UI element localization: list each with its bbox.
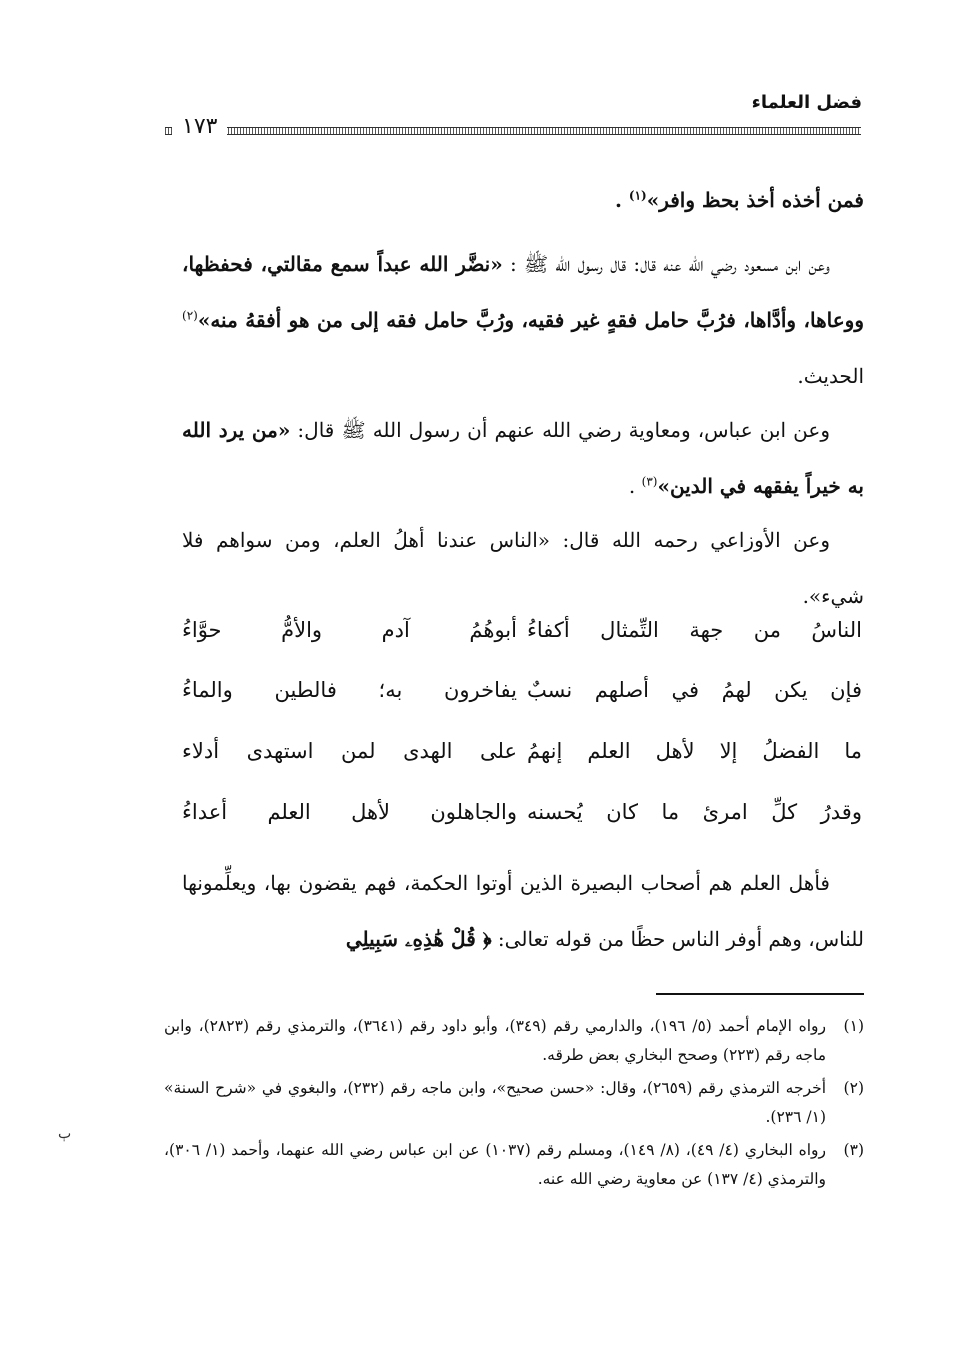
awzai-quote: وعن الأوزاعي رحمه الله قال: «الناس عندنا أهلُ العلم، ومن سواهم فلا شيء». <box>182 528 864 608</box>
paragraph-1 <box>182 172 864 228</box>
paragraph-2 <box>182 236 864 404</box>
footnote-number: (١) <box>843 1017 864 1035</box>
paragraph-5 <box>182 855 864 967</box>
page-number: ١٧٣ <box>172 114 227 139</box>
running-header-title: فضل العلماء <box>751 92 862 113</box>
poem-first-hemistich: فإن يكن لهمُ في أصلهم نسبٌ <box>527 678 862 702</box>
footnote-ref-1[interactable]: (١) <box>628 188 647 203</box>
narration-intro: وعن ابن مسعود رضي الله عنه قال: قال رسول الله ﷺ : <box>502 252 830 276</box>
poem-second-hemistich: أبوهُمُ آدم والأمُّ حوَّاءُ <box>182 618 517 642</box>
footnote-item <box>164 1136 864 1194</box>
paragraph-end: الحديث. <box>797 364 864 388</box>
paragraph-3 <box>182 402 864 514</box>
paragraph-end: . <box>614 188 629 212</box>
footnote-text: رواه البخاري (٤/ ٤٩)، (٨/ ١٤٩)، ومسلم رقم (١٠٣٧) عن ابن عباس رضي الله عنهما، وأحمد (١/ ٣٠٦)، والترمذي (٤/ ١٣٧) عن معاوية رضي الله عنه. <box>164 1141 826 1188</box>
poem-second-hemistich: على الهدى لمن استهدى أدلاء <box>182 739 517 763</box>
footnotes <box>164 1012 864 1198</box>
footnote-ref-2[interactable]: (٢) <box>182 308 198 323</box>
footnote-text: رواه الإمام أحمد (٥/ ١٩٦)، والدارمي رقم (٣٤٩)، وأبو داود رقم (٣٦٤١)، والترمذي رقم (٢٨٢٣)، وابن ماجه رقم (٢٢٣) وصحح البخاري بعض طرقه. <box>164 1017 826 1064</box>
quran-verse: ﴿ قُلْ هَٰذِهِۦ سَبِيلِي <box>345 927 492 951</box>
footnote-separator <box>656 993 864 995</box>
footnote-item <box>164 1012 864 1070</box>
footnote-number: (٣) <box>843 1141 864 1159</box>
closing-text: فأهل العلم هم أصحاب البصيرة الذين أوتوا الحكمة، فهم يقضون بها، ويعلِّمونها للناس، وهم أوفر الناس حظًا من قوله تعالى: <box>182 871 864 951</box>
hadith-text: «من يرد الله به خيراً يفقهه في الدين» <box>182 418 864 498</box>
footnote-item <box>164 1074 864 1132</box>
paragraph-4 <box>182 512 864 624</box>
poem-line <box>182 678 862 718</box>
poem-first-hemistich: ما الفضلُ إلا لأهل العلم إنهمُ <box>527 739 862 763</box>
poem-first-hemistich: وقدرُ كلِّ امرئ ما كان يُحسنه <box>527 800 862 824</box>
poem-first-hemistich: الناسُ من جهة التِّمثال أكفاءُ <box>527 618 862 642</box>
hadith-text: «نضَّر الله عبداً سمع مقالتي، فحفظها، ووعاها، وأدَّاها، فرُبَّ حامل فقهٍ غير فقيه، ورُبَّ حامل فقه إلى من هو أفقهُ منه» <box>182 252 864 332</box>
footnote-text: أخرجه الترمذي رقم (٢٦٥٩)، وقال: «حسن صحيح»، وابن ماجه رقم (٢٣٢)، والبغوي في «شرح السنة» (١/ ٢٣٦). <box>164 1079 827 1126</box>
footnote-number: (٢) <box>843 1079 864 1097</box>
poem-second-hemistich: والجاهلون لأهل العلم أعداءُ <box>182 800 517 824</box>
hadith-text: فمن أخذه أخذ بحظ وافر» <box>646 188 864 212</box>
header-rule <box>165 127 861 135</box>
margin-mark: ٻ <box>58 1126 72 1142</box>
poem-line <box>182 618 862 658</box>
paragraph-end: . <box>628 474 642 498</box>
narration-intro: وعن ابن عباس، ومعاوية رضي الله عنهم أن رسول الله ﷺ قال: <box>290 418 830 442</box>
footnote-ref-3[interactable]: (٣) <box>641 474 658 489</box>
poem-second-hemistich: يفاخرون به؛ فالطين والماءُ <box>182 678 517 702</box>
poem-line <box>182 800 862 840</box>
poem-line <box>182 739 862 779</box>
